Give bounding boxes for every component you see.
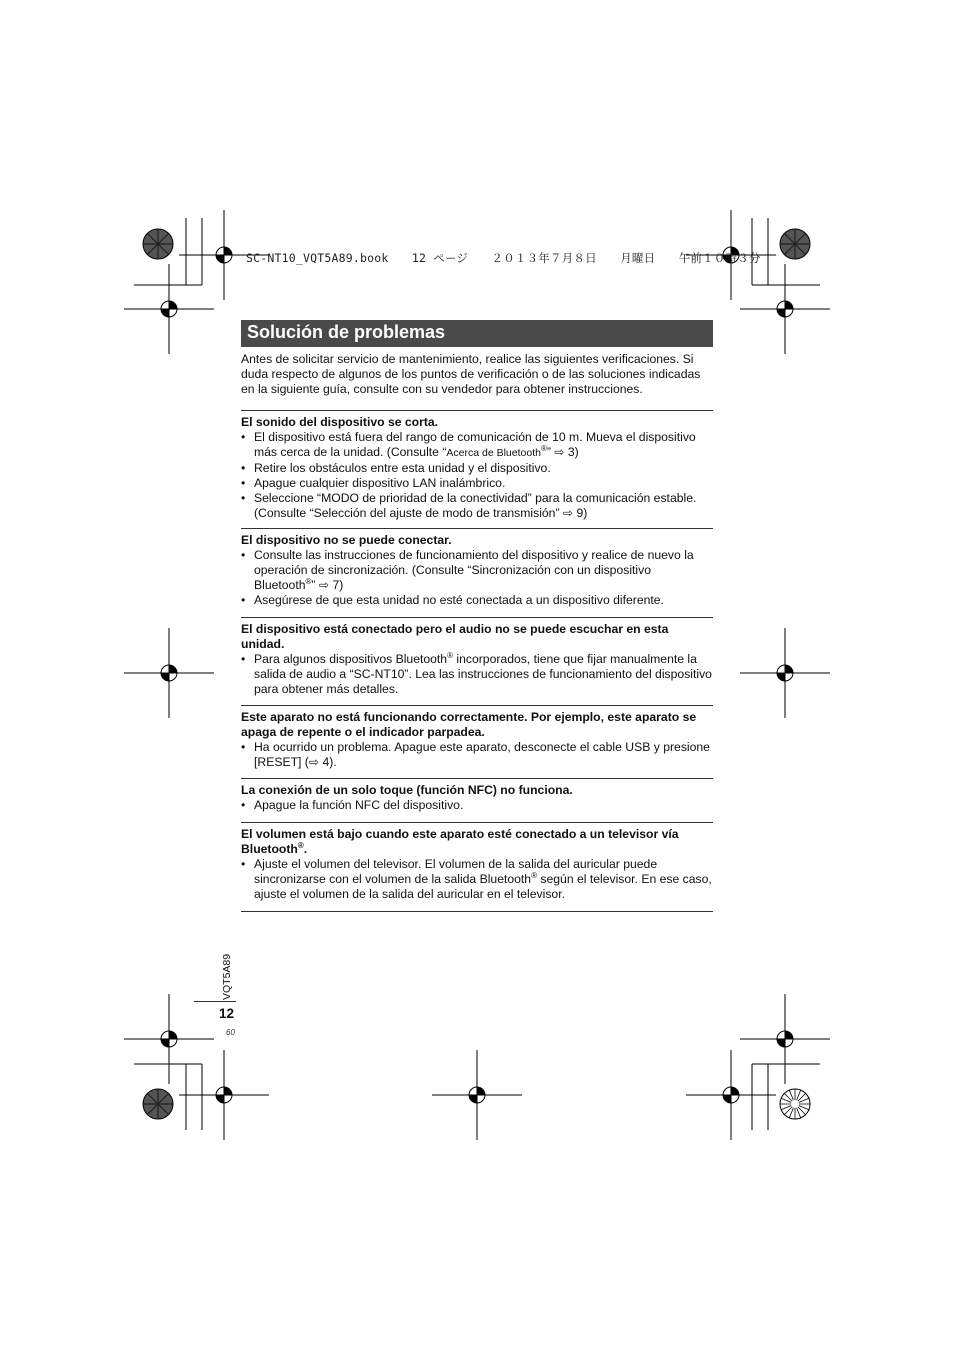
list-item: • Seleccione “MODO de prioridad de la conectividad” para la comunicación estable. (Consulte “Selección del ajuste de modo de transmisión” ⇨ 9) — [241, 491, 713, 521]
troubleshoot-section — [241, 528, 713, 608]
list-item: • Asegúrese de que esta unidad no esté conectada a un dispositivo diferente. — [241, 593, 713, 608]
list-item: • Para algunos dispositivos Bluetooth® incorporados, tiene que fijar manualmente la salida de audio a “SC-NT10”. Lea las instrucciones de funcionamiento del dispositivo para obtener más detalles. — [241, 652, 713, 697]
section-heading: Este aparato no está funcionando correctamente. Por ejemplo, este aparato se apaga de repente o el indicador parpadea. — [241, 710, 697, 739]
page-number-rule — [194, 1001, 236, 1002]
section-heading: La conexión de un solo toque (función NFC) no funciona. — [241, 783, 573, 797]
section-divider — [241, 911, 713, 912]
list-item: • Consulte las instrucciones de funcionamiento del dispositivo y realice de nuevo la operación de sincronización. (Consulte “Sincronización con un dispositivo Bluetooth®” ⇨ 7) — [241, 548, 713, 593]
print-header: SC-NT10_VQT5A89.book 12 ページ ２０１３年７月８日 月曜日 午前１０時３分 — [246, 251, 761, 265]
troubleshoot-section — [241, 617, 713, 697]
section-heading: El volumen está bajo cuando este aparato esté conectado a un televisor vía Bluetooth®. — [241, 827, 679, 856]
list-item: • Ajuste el volumen del televisor. El volumen de la salida del auricular puede sincronizarse con el volumen de la salida Bluetooth® según el televisor. En ese caso, ajuste el volumen de la salida del auricular en el televisor. — [241, 857, 713, 902]
page-number: 12 — [219, 1006, 235, 1021]
list-item: • Retire los obstáculos entre esta unidad y el dispositivo. — [241, 461, 713, 476]
troubleshoot-section — [241, 705, 713, 770]
intro-paragraph: Antes de solicitar servicio de mantenimiento, realice las siguientes verificaciones. Si duda respecto de algunos de los puntos de verificación o de las soluciones indicadas en la siguiente guía, consulte con su vendedor para obtener instrucciones. — [241, 352, 701, 396]
section-heading: El dispositivo está conectado pero el audio no se puede escuchar en esta unidad. — [241, 622, 669, 651]
list-item: • Apague cualquier dispositivo LAN inalámbrico. — [241, 476, 713, 491]
model-code: VQT5A89 — [221, 953, 233, 1000]
troubleshoot-section — [241, 778, 713, 813]
sub-page-number: 60 — [226, 1028, 235, 1037]
list-item: • Ha ocurrido un problema. Apague este aparato, desconecte el cable USB y presione [RESET] (⇨ 4). — [241, 740, 713, 770]
section-heading: El dispositivo no se puede conectar. — [241, 533, 452, 547]
page-title-bar — [241, 320, 713, 347]
list-item: • Apague la función NFC del dispositivo. — [241, 798, 713, 813]
troubleshoot-section — [241, 822, 713, 902]
troubleshoot-section — [241, 410, 713, 521]
section-heading: El sonido del dispositivo se corta. — [241, 415, 439, 429]
page-title: Solución de problemas — [247, 322, 446, 342]
list-item: • El dispositivo está fuera del rango de comunicación de 10 m. Mueva el dispositivo más cerca de la unidad. (Consulte “Acerca de Bluetooth®” ⇨ 3) — [241, 430, 713, 461]
